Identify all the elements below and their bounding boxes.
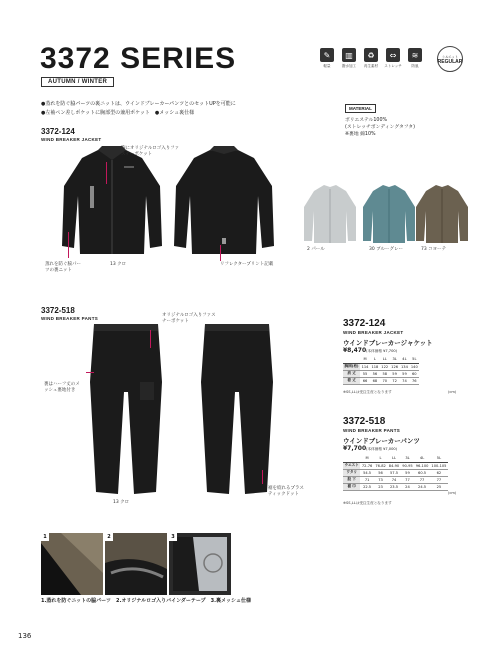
zipper-icon: ▥ xyxy=(342,48,356,62)
table-row: M L LL 3L 4L 5L xyxy=(343,356,419,363)
callout-line xyxy=(86,372,94,373)
pants-spec-unit: (cm) xyxy=(448,491,457,495)
color-label: 30 ブルーグレー xyxy=(369,247,403,252)
wind-icon: ≋ xyxy=(408,48,422,62)
jacket-color-coyote xyxy=(414,183,470,245)
fit-badge xyxy=(437,46,463,72)
price-note: (本体価格 ¥7,000) xyxy=(366,447,398,451)
callout-line xyxy=(262,470,263,484)
feather-icon: ✎ xyxy=(320,48,334,62)
detail-photo-mesh xyxy=(169,533,231,595)
pants-dot-callout: 裾を絞れるプラスティックドット xyxy=(268,486,304,497)
bullet-item: ●左袖ペン差しポケットに胸部型の兼用ポケット ●メッシュ裏仕様 xyxy=(41,109,195,116)
detail-photo-tape xyxy=(105,533,167,595)
feature-stretch xyxy=(384,48,402,69)
page-number: 136 xyxy=(18,632,32,640)
table-row: 股 下 71 73 74 77 77 77 xyxy=(343,476,448,483)
feature-label: 軽量 xyxy=(323,64,331,68)
jacket-zip-callout: 胸にオリジナルロゴ入りファスナーポケット xyxy=(121,146,180,157)
feature-label: ストレッチ xyxy=(384,64,402,68)
fit-top-label: シルエット xyxy=(442,54,458,59)
table-row: ワタリ 54.5 56 57.5 59 60.5 62 xyxy=(343,469,448,476)
pants-price xyxy=(343,445,397,452)
material-box xyxy=(345,104,415,138)
feature-wind xyxy=(406,48,424,69)
material-label: MATERIAL xyxy=(345,104,376,113)
pants-size-table xyxy=(343,455,448,491)
jacket-armpit-callout: 蒸れを防ぐ脇パーツの裏ニット xyxy=(45,262,81,273)
feature-water xyxy=(340,48,358,69)
callout-line xyxy=(68,232,69,258)
feature-icons xyxy=(318,48,424,69)
feature-label: 撥水加工 xyxy=(342,64,356,68)
jacket-code: 3372-124 xyxy=(41,127,75,136)
pants-spec-name: ウインドブレーカーパンツ xyxy=(343,437,420,445)
pants-back-image xyxy=(197,322,277,498)
recycle-icon: ♻ xyxy=(364,48,378,62)
pants-spec-subtitle: WIND BREAKER PANTS xyxy=(343,428,401,433)
fit-label: REGULAR xyxy=(437,58,463,65)
detail-number: 1 xyxy=(41,533,49,541)
table-row: 肩 丈 55 56 58 59 59 60 xyxy=(343,370,419,377)
bullet-item: ●蒸れを防ぐ脇パーツの裏ニットは、ウインドブレーカーパンツとのセットUPを可能に xyxy=(41,101,236,107)
pants-mesh-callout: 裏はハーフ丈のメッシュ裏地付き xyxy=(44,382,80,393)
jacket-main-color: 13 クロ xyxy=(110,262,127,267)
price-value: ¥8,470 xyxy=(343,347,367,354)
feature-recycle xyxy=(362,48,380,69)
callout-line xyxy=(220,245,221,261)
feature-bullets xyxy=(41,100,236,117)
table-row: M L LL 3L 4L 5L xyxy=(343,455,448,462)
price-note: (本体価格 ¥7,700) xyxy=(366,349,398,353)
stretch-icon: ⇔ xyxy=(386,48,400,62)
callout-line xyxy=(150,330,151,348)
callout-line xyxy=(106,162,107,184)
detail-captions: 1.蒸れを防ぐニットの脇パーツ 2.オリジナルロゴ入りバインダーテープ 3.裏メッシュ仕様 xyxy=(41,598,251,604)
detail-photo-armpit xyxy=(41,533,103,595)
pants-spec-code: 3372-518 xyxy=(343,416,386,427)
detail-number: 2 xyxy=(105,533,113,541)
pants-front-image xyxy=(86,322,166,498)
material-line: (ストレッチボンディングタフタ) xyxy=(345,125,415,130)
material-line: ポリエステル100% xyxy=(345,118,388,123)
feature-label: 再生素材 xyxy=(364,64,378,68)
jacket-spec-unit: (cm) xyxy=(448,390,457,394)
jacket-reflect-callout: リフレクタープリント記載 xyxy=(220,262,274,267)
jacket-size-table xyxy=(343,356,419,385)
table-row: 胸囲(裄) 114 118 122 126 134 140 xyxy=(344,364,418,369)
jacket-subtitle: WIND BREAKER JACKET xyxy=(41,137,102,142)
feature-label: 防風 xyxy=(411,64,419,68)
jacket-spec-name: ウインドブレーカージャケット xyxy=(343,339,433,347)
jacket-spec-code: 3372-124 xyxy=(343,318,386,329)
material-line: ※裏地 綿10% xyxy=(345,132,376,137)
table-row: 裾 巾 22.5 23 23.5 24 24.5 25 xyxy=(343,483,448,490)
jacket-back-image xyxy=(172,146,276,258)
jacket-color-bluegray xyxy=(361,183,417,245)
season-badge: AUTUMN / WINTER xyxy=(41,77,114,87)
pants-code: 3372-518 xyxy=(41,306,75,315)
color-label: 73 コヨーテ xyxy=(421,247,447,252)
pants-spec-note: ※SS,LLは受注生産となります xyxy=(343,501,392,505)
table-row: ウエスト 72-76 76-82 84-90 90-95 96-100 100-105 xyxy=(344,463,447,468)
price-value: ¥7,700 xyxy=(343,445,367,452)
jacket-spec-note: ※SS,LLは受注生産となります xyxy=(343,390,392,394)
table-row: 着 丈 66 68 70 72 74 76 xyxy=(343,377,419,384)
pants-main-color: 13 クロ xyxy=(113,500,130,505)
color-label: 2 パール xyxy=(307,247,325,252)
jacket-price xyxy=(343,347,397,354)
pants-subtitle: WIND BREAKER PANTS xyxy=(41,316,99,321)
pants-zip-callout: オリジナルロゴ入りファスナーポケット xyxy=(162,313,216,324)
detail-number: 3 xyxy=(169,533,177,541)
feature-light xyxy=(318,48,336,69)
series-title: 3372 SERIES xyxy=(40,42,237,75)
jacket-spec-subtitle: WIND BREAKER JACKET xyxy=(343,330,404,335)
jacket-front-image xyxy=(60,146,164,258)
jacket-color-pearl xyxy=(302,183,358,245)
